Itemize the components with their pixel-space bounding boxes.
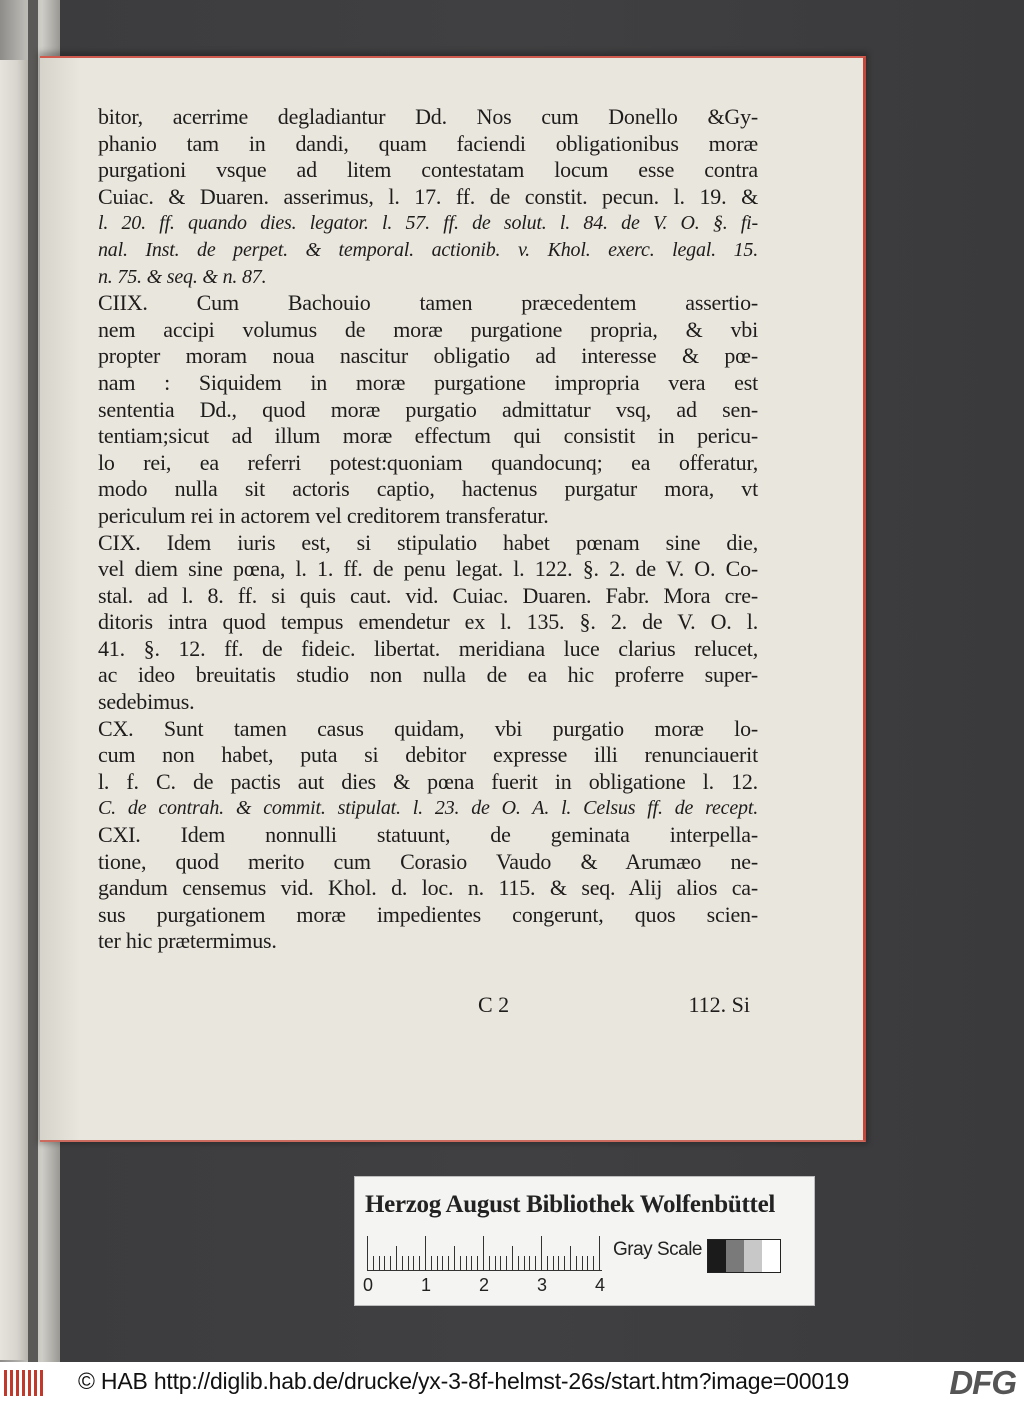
page-text-block <box>98 104 758 955</box>
gray-swatch <box>744 1240 762 1272</box>
ruler-tick <box>442 1256 443 1270</box>
ruler-number: 0 <box>363 1275 374 1295</box>
text-line: vel diem sine pœna, l. 1. ff. de penu legat. l. 122. §. 2. de V. O. Co- <box>98 556 758 582</box>
ruler-tick <box>454 1246 455 1270</box>
text-line: l. f. C. de pactis aut dies & pœna fuerit in obligatione l. 12. <box>98 768 758 794</box>
ruler-tick <box>460 1256 461 1270</box>
text-line: sententia Dd., quod moræ purgatio admittatur vsq, ad sen- <box>98 396 758 422</box>
ruler-tick <box>547 1256 548 1270</box>
ruler-tick <box>524 1256 525 1270</box>
ruler-tick <box>541 1236 542 1270</box>
ruler-tick <box>489 1256 490 1270</box>
ruler-number: 3 <box>537 1275 548 1295</box>
ruler-tick <box>529 1256 530 1270</box>
text-line: ditoris intra quod tempus emendetur ex l. 135. §. 2. de V. O. l. <box>98 609 758 635</box>
ruler-tick <box>576 1256 577 1270</box>
ruler-number: 1 <box>421 1275 432 1295</box>
ruler-tick <box>558 1256 559 1270</box>
ruler-tick <box>570 1246 571 1270</box>
ruler-tick <box>582 1256 583 1270</box>
ruler-tick <box>390 1256 391 1270</box>
text-line: ac ideo breuitatis studio non nulla de ea hic proferre super- <box>98 662 758 688</box>
text-line: purgationi vsque ad litem contestatam locum esse contra <box>98 157 758 183</box>
text-line: C. de contrah. & commit. stipulat. l. 23. de O. A. l. Celsus ff. de recept. <box>98 797 758 820</box>
text-line: gandum censemus vid. Khol. d. loc. n. 115. & seq. Alij alios ca- <box>98 875 758 901</box>
text-line: CIIX. Cum Bachouio tamen præcedentem assertio- <box>98 290 758 316</box>
ruler-tick <box>512 1246 513 1270</box>
ruler-tick <box>477 1256 478 1270</box>
book-page <box>40 56 866 1142</box>
ruler-numbers <box>355 1275 615 1299</box>
ruler-tick <box>379 1256 380 1270</box>
ruler-tick <box>500 1256 501 1270</box>
viewer-footer-bar <box>0 1362 1024 1402</box>
catchword: 112. Si <box>688 992 750 1017</box>
text-line: phanio tam in dandi, quam faciendi obligationibus moræ <box>98 130 758 156</box>
text-line: bitor, acerrime degladiantur Dd. Nos cum Donello &Gy- <box>98 104 758 129</box>
ruler-tick <box>431 1256 432 1270</box>
card-title: Herzog August Bibliothek Wolfenbüttel <box>365 1191 776 1218</box>
grayscale-swatches <box>707 1239 781 1273</box>
ruler-tick <box>495 1256 496 1270</box>
ruler-tick <box>408 1256 409 1270</box>
gray-swatch <box>762 1240 780 1272</box>
text-line: CIX. Idem iuris est, si stipulatio habet pœnam sine die, <box>98 529 758 555</box>
ruler-tick <box>599 1236 600 1270</box>
ruler-tick <box>367 1236 368 1270</box>
ruler-tick <box>483 1236 484 1270</box>
text-line: stal. ad l. 8. ff. si quis caut. vid. Cuiac. Duaren. Fabr. Mora cre- <box>98 582 758 608</box>
ruler-tick <box>564 1256 565 1270</box>
hab-logo-icon <box>4 1370 46 1396</box>
book-spine <box>28 0 38 1362</box>
ruler-tick <box>471 1256 472 1270</box>
ruler-tick <box>425 1236 426 1270</box>
text-line: l. 20. ff. quando dies. legator. l. 57. ff. de solut. l. 84. de V. O. §. fi- <box>98 212 758 235</box>
ruler-tick <box>437 1256 438 1270</box>
text-line: sedebimus. <box>98 689 195 715</box>
text-line: Cuiac. & Duaren. asserimus, l. 17. ff. de constit. pecun. l. 19. & <box>98 183 758 209</box>
text-line: tentiam;sicut ad illum moræ effectum qui consistit in pericu- <box>98 423 758 449</box>
text-line: sus purgationem moræ impedientes congerunt, quos scien- <box>98 901 758 927</box>
dfg-logo: DFG <box>949 1364 1016 1401</box>
ruler-tick <box>419 1256 420 1270</box>
color-calibration-card <box>354 1176 815 1306</box>
page-footer <box>98 992 758 1022</box>
text-line: 41. §. 12. ff. de fideic. libertat. meridiana luce clarius relucet, <box>98 635 758 661</box>
ruler-tick <box>448 1256 449 1270</box>
text-line: CX. Sunt tamen casus quidam, vbi purgatio moræ lo- <box>98 715 758 741</box>
ruler-tick <box>413 1256 414 1270</box>
ruler <box>367 1237 602 1271</box>
text-line: nal. Inst. de perpet. & temporal. actionib. v. Khol. exerc. legal. 15. <box>98 238 758 261</box>
ruler-tick <box>553 1256 554 1270</box>
gray-swatch <box>726 1240 744 1272</box>
text-line: cum non habet, puta si debitor expresse illi renunciauerit <box>98 742 758 768</box>
ruler-tick <box>384 1256 385 1270</box>
ruler-tick <box>506 1256 507 1270</box>
ruler-tick <box>402 1256 403 1270</box>
text-line: nam : Siquidem in moræ purgatione impropria vera est <box>98 369 758 395</box>
signature-mark: C 2 <box>478 992 510 1017</box>
text-line: periculum rei in actorem vel creditorem transferatur. <box>98 502 549 528</box>
page-edges <box>0 60 28 1360</box>
text-line: nem accipi volumus de moræ purgatione propria, & vbi <box>98 316 758 342</box>
text-line: CXI. Idem nonnulli statuunt, de geminata interpella- <box>98 822 758 848</box>
grayscale-label: Gray Scale <box>613 1239 702 1260</box>
text-line: ter hic prætermimus. <box>98 928 277 954</box>
text-line: tione, quod merito cum Corasio Vaudo & Arumæo ne- <box>98 848 758 874</box>
text-line: modo nulla sit actoris captio, hactenus purgatur mora, vt <box>98 476 758 502</box>
ruler-number: 4 <box>595 1275 606 1295</box>
gray-swatch <box>708 1240 726 1272</box>
ruler-tick <box>396 1246 397 1270</box>
ruler-tick <box>593 1256 594 1270</box>
ruler-tick <box>466 1256 467 1270</box>
text-line: n. 75. & seq. & n. 87. <box>98 265 267 288</box>
ruler-tick <box>518 1256 519 1270</box>
ruler-tick <box>587 1256 588 1270</box>
ruler-number: 2 <box>479 1275 490 1295</box>
text-line: lo rei, ea referri potest:quoniam quandocunq; ea offeratur, <box>98 449 758 475</box>
footer-url[interactable]: © HAB http://diglib.hab.de/drucke/yx-3-8f-helmst-26s/start.htm?image=00019 <box>78 1368 850 1394</box>
text-line: propter moram noua nascitur obligatio ad interesse & pœ- <box>98 343 758 369</box>
ruler-tick <box>535 1256 536 1270</box>
ruler-tick <box>373 1256 374 1270</box>
